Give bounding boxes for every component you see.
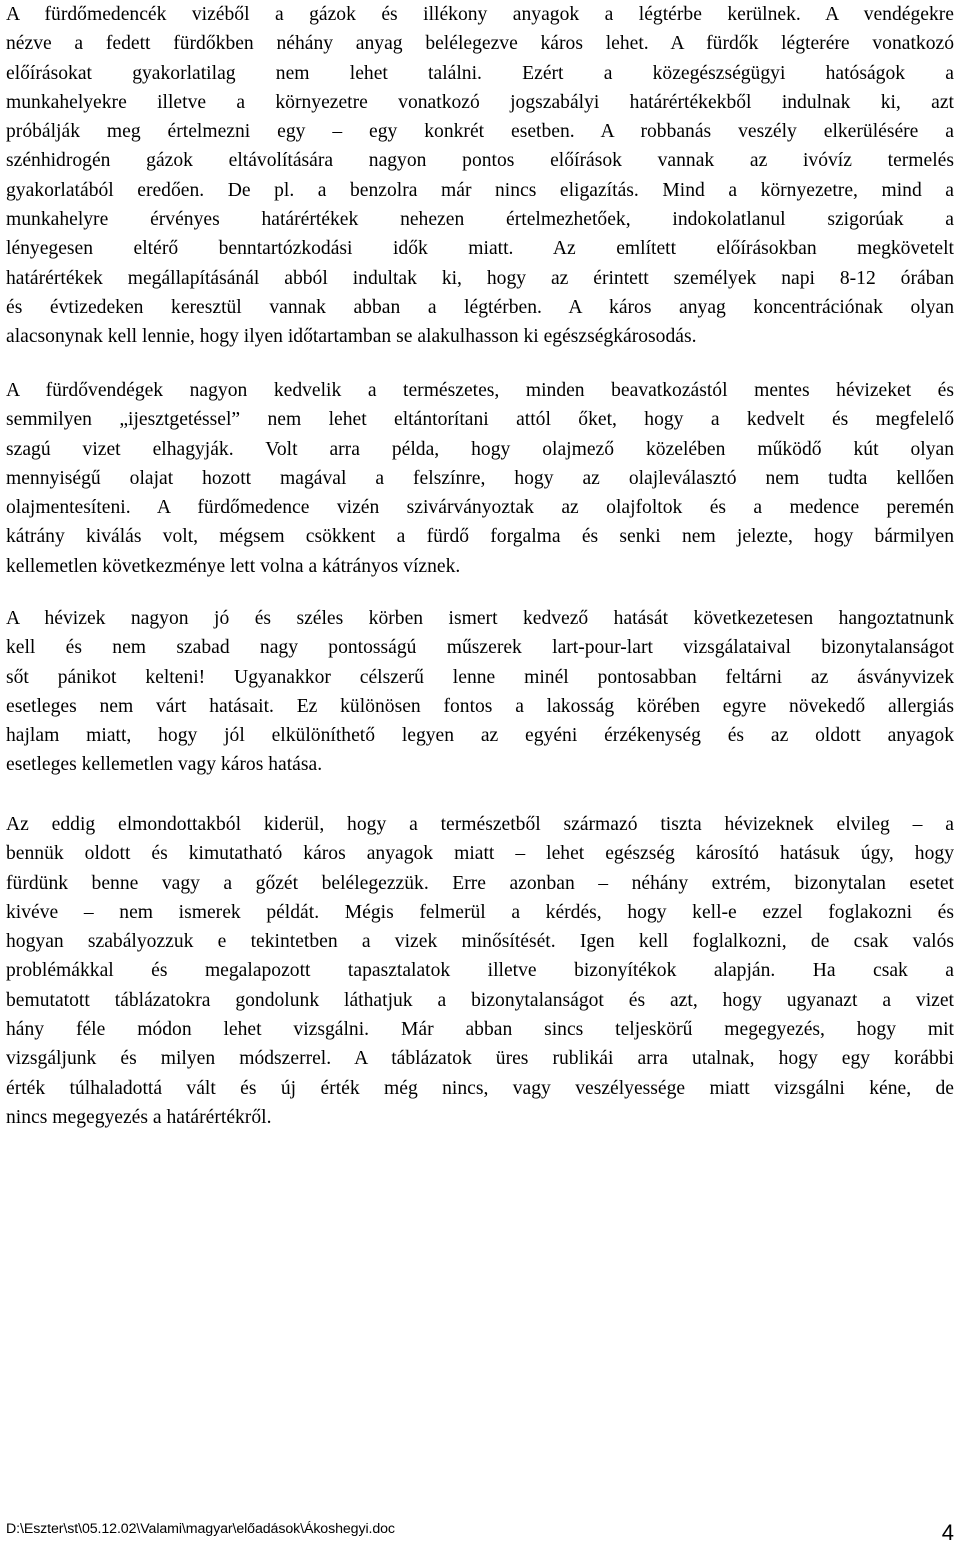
- text-line: kátrány kiválás volt, mégsem csökkent a fürdő forgalma és senki nem jelezte, hogy bármilyen: [6, 526, 954, 548]
- text-line: kivéve – nem ismerek példát. Mégis felmerül a kérdés, hogy kell-e ezzel foglakozni és: [6, 901, 954, 923]
- text-line: vizsgáljunk és milyen módszerrel. A táblázatok üres rublikái arra utalnak, hogy egy korábbi: [6, 1048, 954, 1070]
- text-line: kellemetlen következménye lett volna a kátrányos víznek.: [6, 555, 461, 577]
- text-line: esetleges kellemetlen vagy káros hatása.: [6, 754, 323, 776]
- text-line: esetleges nem várt hatásait. Ez különösen fontos a lakosság körében egyre növekedő allergiás: [6, 695, 954, 717]
- text-line: szénhidrogén gázok eltávolítására nagyon pontos előírások vannak az ivóvíz termelés: [6, 150, 954, 172]
- text-line: hány féle módon lehet vizsgálni. Már abban sincs teljeskörű megegyezés, hogy mit: [6, 1019, 954, 1041]
- text-line: A fürdővendégek nagyon kedvelik a természetes, minden beavatkozástól mentes hévizeket és: [6, 380, 954, 401]
- text-line: hajlam miatt, hogy jól elkülöníthető legyen az egyéni érzékenység és az oldott anyagok: [6, 725, 954, 747]
- page-footer: [6, 1519, 954, 1549]
- text-line: fürdünk benne vagy a gőzét belélegezzük. Erre azonban – néhány extrém, bizonytalan esetet: [6, 872, 954, 894]
- text-line: gyakorlatából eredően. De pl. a benzolra már nincs eligazítás. Mind a környezetre, mind a: [6, 179, 954, 201]
- text-line: semmilyen „ijesztgetéssel” nem lehet eltántorítani attól őket, hogy a kedvelt és megfelelő: [6, 409, 954, 431]
- text-line: előírásokat gyakorlatilag nem lehet találni. Ezért a közegészségügyi hatóságok a: [6, 62, 954, 84]
- text-line: mennyiségű olajat hozott magával a felszínre, hogy az olajleválasztó nem tudta kellően: [6, 467, 954, 489]
- text-line: munkahelyre érvényes határértékek nehezen értelmezhetőek, indokolatlanul szigorúak a: [6, 209, 954, 231]
- text-line: problémákkal és megalapozott tapasztalatok illetve bizonyítékok alapján. Ha csak a: [6, 960, 954, 982]
- text-line: olajmentesíteni. A fürdőmedence vizén szivárványoztak az olajfoltok és a medence peremén: [6, 497, 954, 519]
- paragraph: [6, 0, 954, 352]
- text-line: és évtizedeken keresztül vannak abban a légtérben. A káros anyag koncentrációnak olyan: [6, 296, 954, 318]
- text-line: sőt pánikot kelteni! Ugyanakkor célszerű lenne minél pontosabban feltárni az ásványvizek: [6, 666, 954, 688]
- text-line: kell és nem szabad nagy pontosságú műszerek lart-pour-lart vizsgálataival bizonytalanságot: [6, 637, 954, 659]
- text-line: nézve a fedett fürdőkben néhány anyag belélegezve káros lehet. A fürdők légterére vonatkozó: [6, 33, 954, 55]
- paragraph: [6, 376, 954, 581]
- text-line: határértékek megállapításánál abból indultak ki, hogy az érintett személyek napi 8-12 órában: [6, 267, 954, 289]
- paragraph: [6, 604, 954, 780]
- text-line: hogyan szabályozzuk e tekintetben a vizek minősítését. Igen kell foglalkozni, de csak valós: [6, 931, 954, 953]
- page-number: 4: [941, 1520, 954, 1545]
- text-line: nincs megegyezés a határértékről.: [6, 1106, 272, 1128]
- text-line: próbálják meg értelmezni egy – egy konkrét esetben. A robbanás veszély elkerülésére a: [6, 121, 954, 143]
- text-line: alacsonynak kell lennie, hogy ilyen időtartamban se alakulhasson ki egészségkárosodás.: [6, 326, 697, 348]
- text-line: munkahelyekre illetve a környezetre vonatkozó jogszabályi határértékekből indulnak ki, azt: [6, 91, 954, 113]
- paragraph: [6, 810, 954, 1132]
- text-line: Az eddig elmondottakból kiderül, hogy a természetből származó tiszta hévizeknek elvileg – a: [6, 814, 954, 835]
- text-line: bemutatott táblázatokra gondolunk láthatjuk a bizonytalanságot és azt, hogy ugyanazt a vizet: [6, 989, 954, 1011]
- text-line: A fürdőmedencék vizéből a gázok és illékony anyagok a légtérbe kerülnek. A vendégekre: [6, 4, 954, 25]
- text-line: bennük oldott és kimutatható káros anyagok miatt – lehet egészség károsító hatásuk úgy, hogy: [6, 843, 954, 865]
- file-path: D:\Eszter\st\05.12.02\Valami\magyar\előadások\Ákoshegyi.doc: [6, 1521, 395, 1537]
- text-line: szagú vizet elhagyják. Volt arra példa, hogy olajmező közelében működő kút olyan: [6, 438, 954, 460]
- text-line: A hévizek nagyon jó és széles körben ismert kedvező hatását következetesen hangoztatnunk: [6, 608, 954, 629]
- text-line: érték túlhaladottá vált és új érték még nincs, vagy veszélyessége miatt vizsgálni kéne, de: [6, 1077, 954, 1099]
- text-line: lényegesen eltérő benntartózkodási idők miatt. Az említett előírásokban megkövetelt: [6, 238, 954, 260]
